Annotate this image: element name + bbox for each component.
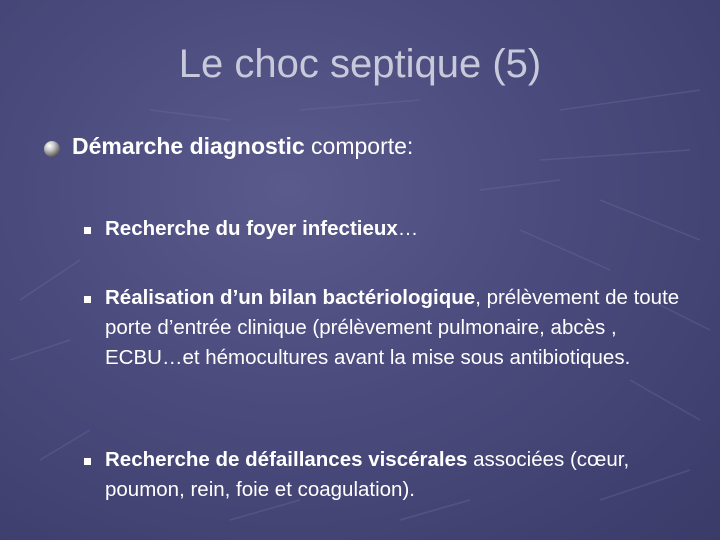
sub-bullet-bold: Réalisation d’un bilan bactériologique xyxy=(105,286,476,309)
main-bullet xyxy=(46,133,413,160)
sub-bullet-text: , prélèvement de toute porte d’entrée clinique (prélèvement pulmonaire, abcès , ECBU…et hémocultures avant la mise sous antibiotiques. xyxy=(105,286,680,369)
sub-bullet-text: … xyxy=(397,217,419,240)
square-bullet-icon xyxy=(84,296,91,303)
sub-bullet-bold: Recherche du foyer infectieux xyxy=(105,217,398,240)
sub-bullet-2 xyxy=(82,283,682,373)
square-bullet-icon xyxy=(84,227,91,234)
square-bullet-icon xyxy=(84,458,91,465)
slide-title: Le choc septique (5) xyxy=(178,42,542,86)
main-bullet-text: comporte: xyxy=(304,133,414,159)
sub-bullet-text: associées (cœur, poumon, rein, foie et coagulation). xyxy=(105,448,630,501)
sub-bullet-3 xyxy=(82,445,682,505)
bullet-sphere-icon xyxy=(44,141,60,157)
main-bullet-bold: Démarche diagnostic xyxy=(72,133,305,159)
sub-bullet-1 xyxy=(82,214,682,244)
sub-bullet-bold: Recherche de défaillances viscérales xyxy=(105,448,468,471)
